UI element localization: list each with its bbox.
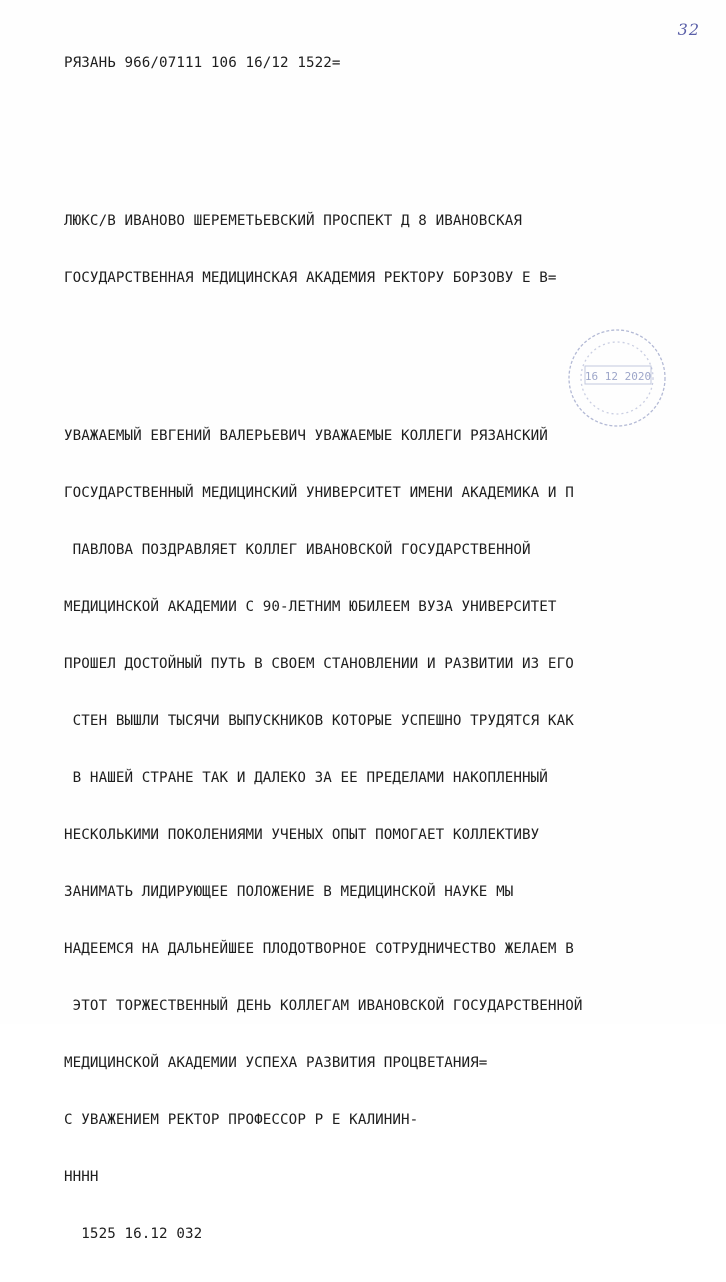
body-line: МЕДИЦИНСКОЙ АКАДЕМИИ УСПЕХА РАЗВИТИЯ ПРОЦВЕТАНИЯ= xyxy=(64,1055,488,1071)
end-marker-line: НННН xyxy=(64,1169,99,1185)
body-line: НЕСКОЛЬКИМИ ПОКОЛЕНИЯМИ УЧЕНЫХ ОПЫТ ПОМОГАЕТ КОЛЛЕКТИВУ xyxy=(64,827,540,843)
body-line: ЭТОТ ТОРЖЕСТВЕННЫЙ ДЕНЬ КОЛЛЕГАМ ИВАНОВСКОЙ ГОСУДАРСТВЕННОЙ xyxy=(64,998,583,1014)
body-line: ПАВЛОВА ПОЗДРАВЛЯЕТ КОЛЛЕГ ИВАНОВСКОЙ ГОСУДАРСТВЕННОЙ xyxy=(64,542,531,558)
signature-line: С УВАЖЕНИЕМ РЕКТОР ПРОФЕССОР Р Е КАЛИНИН- xyxy=(64,1112,419,1128)
body-line: МЕДИЦИНСКОЙ АКАДЕМИИ С 90-ЛЕТНИМ ЮБИЛЕЕМ ВУЗА УНИВЕРСИТЕТ xyxy=(64,599,557,615)
address-line: ГОСУДАРСТВЕННАЯ МЕДИЦИНСКАЯ АКАДЕМИЯ РЕКТОРУ БОРЗОВУ Е В= xyxy=(64,270,557,286)
footer-timestamp: 1525 16.12 032 xyxy=(64,1226,203,1242)
blank-line xyxy=(64,111,583,130)
blank-line xyxy=(64,326,583,345)
stamp-date: 16 12 2020 xyxy=(584,370,652,383)
body-line: НАДЕЕМСЯ НА ДАЛЬНЕЙШЕЕ ПЛОДОТВОРНОЕ СОТРУДНИЧЕСТВО ЖЕЛАЕМ В xyxy=(64,941,574,957)
blank-line xyxy=(64,383,583,389)
telegram-text xyxy=(64,16,583,1282)
round-stamp xyxy=(555,322,675,432)
telegram-header-line: РЯЗАНЬ 966/07111 106 16/12 1522= xyxy=(64,55,341,71)
body-line: В НАШЕЙ СТРАНЕ ТАК И ДАЛЕКО ЗА ЕЕ ПРЕДЕЛАМИ НАКОПЛЕННЫЙ xyxy=(64,770,548,786)
body-line: ПРОШЕЛ ДОСТОЙНЫЙ ПУТЬ В СВОЕМ СТАНОВЛЕНИИ И РАЗВИТИИ ИЗ ЕГО xyxy=(64,656,574,672)
body-line: ЗАНИМАТЬ ЛИДИРУЮЩЕЕ ПОЛОЖЕНИЕ В МЕДИЦИНСКОЙ НАУКЕ МЫ xyxy=(64,884,514,900)
handwritten-page-number: 32 xyxy=(677,20,700,39)
blank-line xyxy=(64,168,583,174)
address-line: ЛЮКС/В ИВАНОВО ШЕРЕМЕТЬЕВСКИЙ ПРОСПЕКТ Д 8 ИВАНОВСКАЯ xyxy=(64,213,523,229)
body-line: СТЕН ВЫШЛИ ТЫСЯЧИ ВЫПУСКНИКОВ КОТОРЫЕ УСПЕШНО ТРУДЯТСЯ КАК xyxy=(64,713,574,729)
body-line: УВАЖАЕМЫЙ ЕВГЕНИЙ ВАЛЕРЬЕВИЧ УВАЖАЕМЫЕ КОЛЛЕГИ РЯЗАНСКИЙ xyxy=(64,428,548,444)
body-line: ГОСУДАРСТВЕННЫЙ МЕДИЦИНСКИЙ УНИВЕРСИТЕТ ИМЕНИ АКАДЕМИКА И П xyxy=(64,485,574,501)
